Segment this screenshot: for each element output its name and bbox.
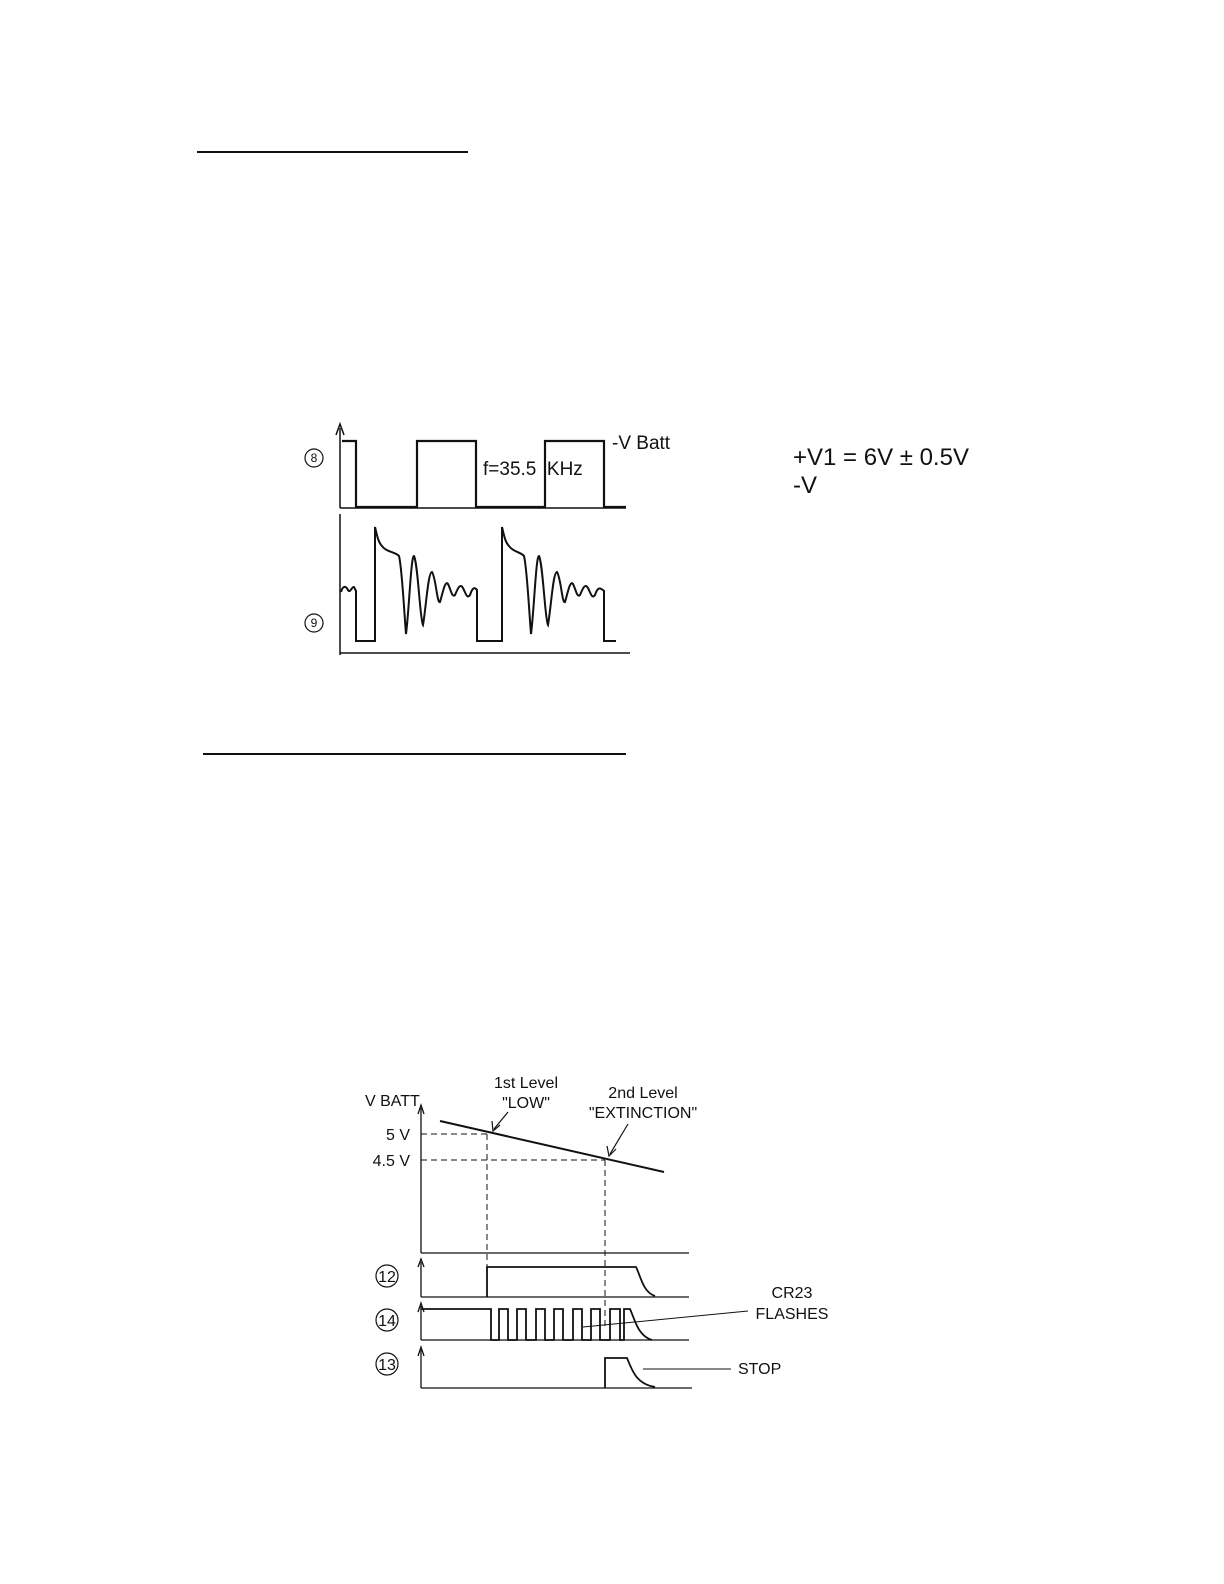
tick-5v-label: 5 V	[385, 1127, 410, 1144]
figure-battery-timing	[365, 1075, 828, 1388]
level1-pointer	[494, 1112, 508, 1129]
node8-label: 8	[310, 451, 318, 465]
vbatt-axis-label: V BATT	[365, 1093, 420, 1110]
stop-label: STOP	[738, 1361, 782, 1378]
node9-label: 9	[310, 616, 318, 630]
cr23-subtitle: FLASHES	[755, 1306, 829, 1323]
level1-subtitle: "LOW"	[502, 1095, 550, 1112]
signal14-trace	[421, 1309, 652, 1340]
level1-title: 1st Level	[493, 1075, 559, 1092]
signal13-trace	[605, 1358, 655, 1388]
ringing-wave-node9	[341, 527, 616, 641]
level2-subtitle: "EXTINCTION"	[588, 1105, 698, 1122]
cr23-title: CR23	[771, 1285, 813, 1302]
spec-line-v1: +V1 = 6V ± 0.5V	[793, 444, 969, 471]
tick-45v-label: 4.5 V	[372, 1153, 410, 1170]
level2-title: 2nd Level	[608, 1085, 678, 1102]
signal12-trace	[487, 1267, 655, 1297]
cr23-pointer	[583, 1311, 748, 1327]
battery-voltage-line	[440, 1121, 664, 1172]
node13-label: 13	[378, 1357, 396, 1374]
figure-oscillator-waveforms	[305, 424, 671, 655]
level2-pointer	[610, 1124, 628, 1154]
node12-label: 12	[378, 1269, 396, 1286]
spec-line-neg-v: -V	[793, 472, 817, 499]
frequency-label: f=35.5 KHz	[483, 459, 583, 480]
vbatt-label: -V Batt	[612, 433, 671, 454]
node14-label: 14	[378, 1313, 396, 1330]
